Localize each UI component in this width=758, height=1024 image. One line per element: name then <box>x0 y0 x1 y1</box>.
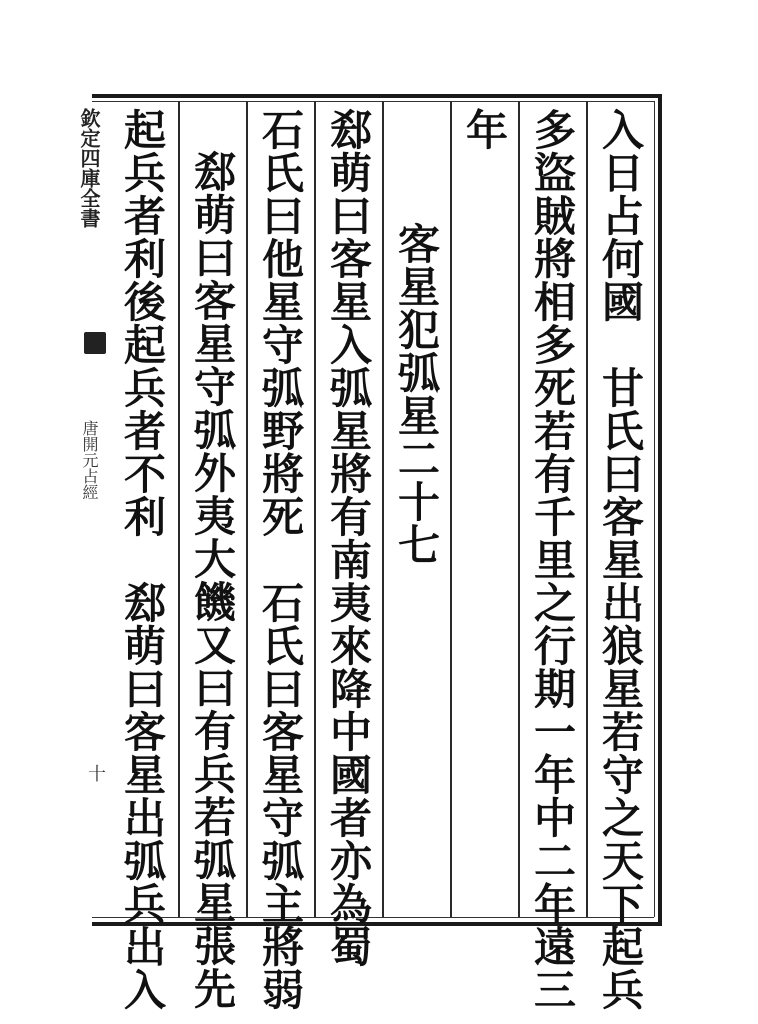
column-rule <box>450 101 452 917</box>
section-heading: 客星犯弧星二十七 <box>392 222 441 566</box>
column-rule <box>246 101 248 917</box>
column-rule <box>178 101 180 917</box>
text-column-1: 入日占何國 甘氏曰客星出狼星若守之天下起兵 <box>596 108 645 1011</box>
text-column-6: 石氏曰他星守弧野將死 石氏曰客星守弧主將弱 <box>256 108 305 1011</box>
column-rule <box>382 101 384 917</box>
text-column-2: 多盜賊將相多死若有千里之行期一年中二年遠三 <box>528 108 577 1011</box>
text-column-5: 郄萌曰客星入弧星將有南夷來降中國者亦為蜀 <box>324 108 373 968</box>
column-rule <box>314 101 316 917</box>
margin-chapter-title: 唐開元占經 <box>80 420 99 500</box>
margin-book-title: 欽定四庫全書 <box>77 108 101 228</box>
frame-inner-right-line <box>654 101 655 917</box>
text-column-3: 年 <box>460 108 509 151</box>
page-number: 十 <box>85 764 106 782</box>
frame-inner-top-line <box>92 101 654 102</box>
text-column-7: 郄萌曰客星守弧外夷大饑又曰有兵若弧星張先 <box>188 150 237 1010</box>
text-column-8: 起兵者利後起兵者不利 郄萌曰客星出弧兵出入 <box>118 108 167 1011</box>
column-rule <box>518 101 520 917</box>
column-rule <box>586 101 588 917</box>
